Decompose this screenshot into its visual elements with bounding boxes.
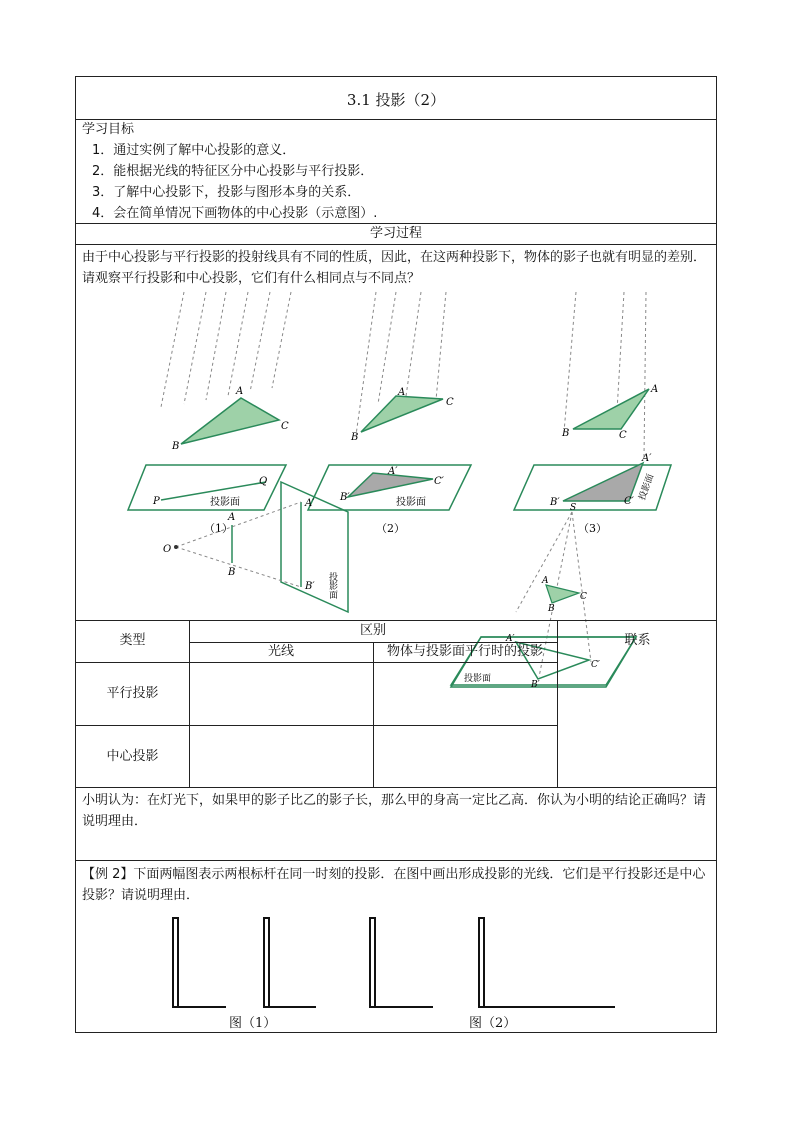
svg-text:B: B [351,432,359,443]
process-heading: 学习过程 [369,226,422,241]
svg-text:A: A [542,576,549,586]
table-row-label: 平行投影 [106,686,159,701]
example-caption-1: 图（1） [229,1016,277,1031]
plane-label: 投影面 [210,497,240,508]
table-header-relation: 联系 [624,633,651,648]
svg-text:C: C [580,592,587,602]
objective-item: 4．会在简单情况下画物体的中心投影（示意图）. [92,206,378,221]
objectives-heading: 学习目标 [82,122,135,137]
label-P: P [153,496,160,507]
svg-text:A′: A′ [305,498,315,509]
objective-item: 2．能根据光线的特征区分中心投影与平行投影． [92,164,374,179]
label-A: A [236,386,244,397]
svg-text:C′: C′ [434,476,444,487]
svg-text:A: A [398,387,406,398]
pole-2b [479,918,484,1007]
svg-text:B′: B′ [531,680,540,690]
svg-text:B: B [548,604,555,614]
question-text: 小明认为：在灯光下，如果甲的影子比乙的影子长，那么甲的身高一定比乙高．你认为小明的结论正确吗？请说明理由． [82,793,707,829]
figure-caption: （2） [376,522,405,535]
table-header-type: 类型 [119,633,146,648]
table-header-diff: 区别 [359,623,386,638]
figure-caption: （3） [578,522,607,535]
svg-text:B: B [562,428,570,439]
page-title: 3.1 投影（2） [346,91,446,109]
svg-text:投影面: 投影面 [464,674,492,684]
pole-1b [264,918,269,1007]
worksheet [75,76,717,1033]
svg-text:投影面: 投影面 [637,472,657,502]
svg-text:C′: C′ [624,496,634,507]
label-Q: Q [259,476,268,487]
svg-text:A: A [651,384,659,395]
pole-figures [76,912,718,1022]
svg-text:A′: A′ [388,466,398,477]
svg-text:B′: B′ [550,497,560,508]
svg-text:B: B [228,567,236,578]
label-C: C [281,421,289,432]
svg-text:A′: A′ [506,634,515,644]
example-caption-2: 图（2） [469,1016,517,1031]
svg-text:投影面: 投影面 [396,497,426,508]
process-intro: 由于中心投影与平行投影的投射线具有不同的性质，因此，在这两种投影下，物体的影子也就有明显的差别．请观察平行投影和中心投影，它们有什么相同点与不同点？ [82,250,707,286]
svg-text:投影面: 投影面 [327,572,337,599]
svg-text:S: S [570,503,577,513]
svg-text:C: C [446,397,454,408]
svg-text:B′: B′ [305,581,315,592]
svg-text:A′: A′ [642,453,652,464]
pole-1a [173,918,178,1007]
svg-text:B′: B′ [340,492,350,503]
svg-text:C′: C′ [591,660,600,670]
label-B: B [172,441,180,452]
svg-text:C: C [619,430,627,441]
pole-2a [370,918,375,1007]
objective-item: 3．了解中心投影下，投影与图形本身的关系． [92,185,361,200]
example-text: 【例 2】下面两幅图表示两根标杆在同一时刻的投影．在图中画出形成投影的光线．它们是平行投影还是中心投影？请说明理由． [82,867,706,903]
svg-text:O: O [163,544,172,555]
table-header-parallel-object: 物体与投影面平行时的投影 [386,644,543,659]
table-row-label: 中心投影 [106,749,159,764]
svg-text:A: A [228,512,236,523]
figure-caption: （1） [204,522,233,535]
parallel-projection-figures [76,292,718,535]
table-header-light: 光线 [267,644,294,659]
objective-item: 1．通过实例了解中心投影的意义． [92,143,296,158]
